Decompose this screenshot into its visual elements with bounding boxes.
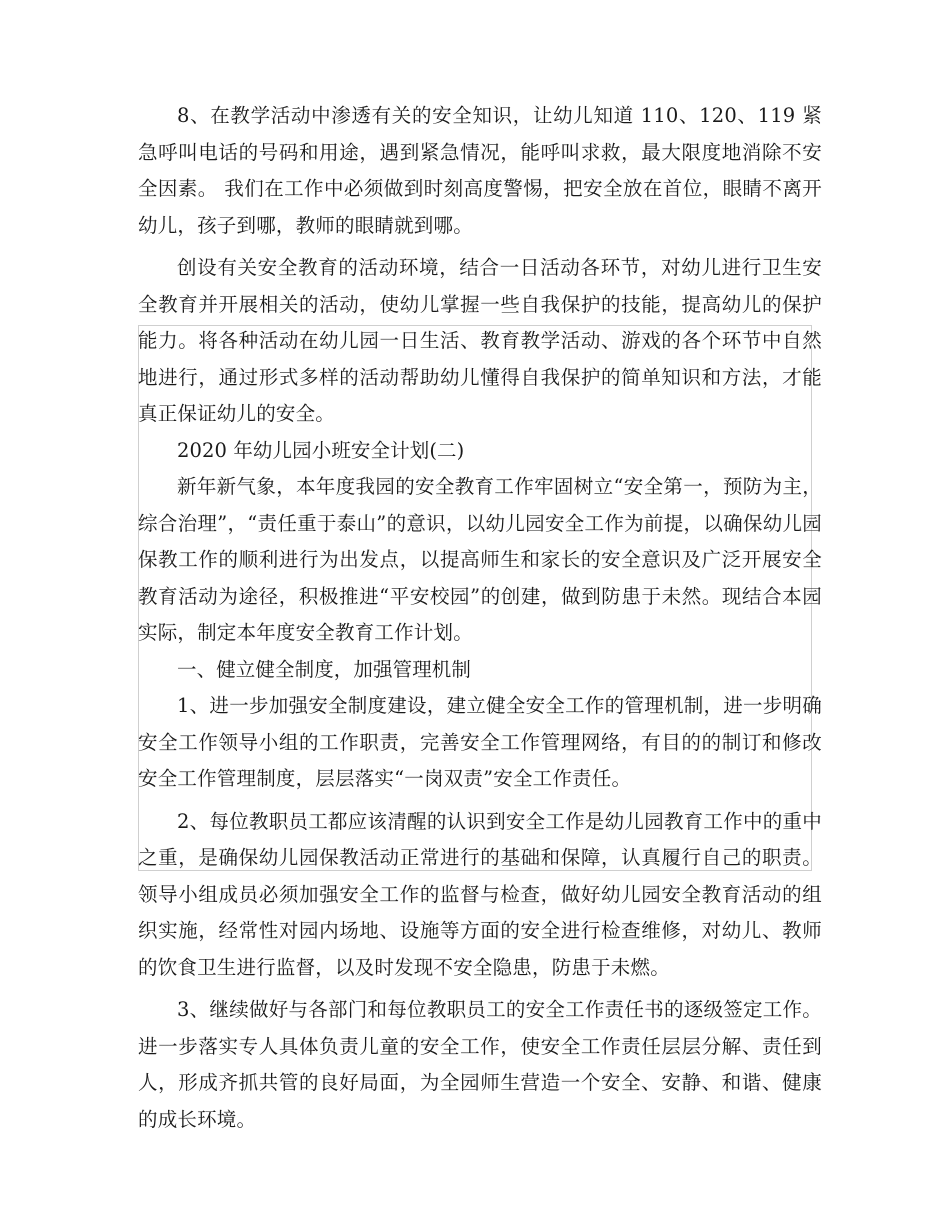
paragraph-activity-environment: 创设有关安全教育的活动环境，结合一日活动各环节，对幼儿进行卫生安全教育并开展相关的活动，使幼儿掌握一些自我保护的技能，提高幼儿的保护能力。将各种活动在幼儿园一日生活、教育教学活动、游戏的各个环节中自然地进行，通过形式多样的活动帮助幼儿懂得自我保护的简单知识和方法，才能真正保证幼儿的安全。 [138,256,822,425]
paragraph-new-year-intro: 新年新气象，本年度我园的安全教育工作牢固树立“安全第一，预防为主，综合治理”，“责任重于泰山”的意识，以幼儿园安全工作为前提，以确保幼儿园保教工作的顺利进行为出发点，以提高师生和家长的安全意识及广泛开展安全教育活动为途径，积极推进“平安校园”的创建，做到防患于未然。现结合本园实际，制定本年度安全教育工作计划。 [138,475,822,644]
paragraph-item-2-staff-responsibility: 2、每位教职员工都应该清醒的认识到安全工作是幼儿园教育工作中的重中之重，是确保幼儿园保教活动正常进行的基础和保障，认真履行自己的职责。领导小组成员必须加强安全工作的监督与检查，做好幼儿园安全教育活动的组织实施，经常性对园内场地、设施等方面的安全进行检查维修，对幼儿、教师的饮食卫生进行监督，以及时发现不安全隐患，防患于未燃。 [138,809,822,979]
section-title-plan-2: 2020 年幼儿园小班安全计划(二) [177,438,465,462]
paragraph-item-3-responsibility-letters: 3、继续做好与各部门和每位教职员工的安全工作责任书的逐级签定工作。进一步落实专人具体负责儿童的安全工作，使安全工作责任层层分解、责任到人，形成齐抓共管的良好局面，为全园师生营造一个安全、安静、和谐、健康的成长环境。 [138,998,822,1131]
heading-system-management: 一、健立健全制度，加强管理机制 [177,657,472,681]
paragraph-item-8-safety-knowledge: 8、在教学活动中渗透有关的安全知识，让幼儿知道 110、120、119 紧急呼叫电话的号码和用途，遇到紧急情况，能呼叫求救，最大限度地消除不安全因素。 我们在工作中必须做到时刻高度警惕，把安全放在首位，眼睛不离开幼儿，孩子到哪，教师的眼睛就到哪。 [138,104,822,237]
paragraph-item-1-system-building: 1、进一步加强安全制度建设，建立健全安全工作的管理机制，进一步明确安全工作领导小组的工作职责，完善安全工作管理网络，有目的的制订和修改安全工作管理制度，层层落实“一岗双责”安全工作责任。 [138,694,822,790]
document-body [138,98,822,1138]
